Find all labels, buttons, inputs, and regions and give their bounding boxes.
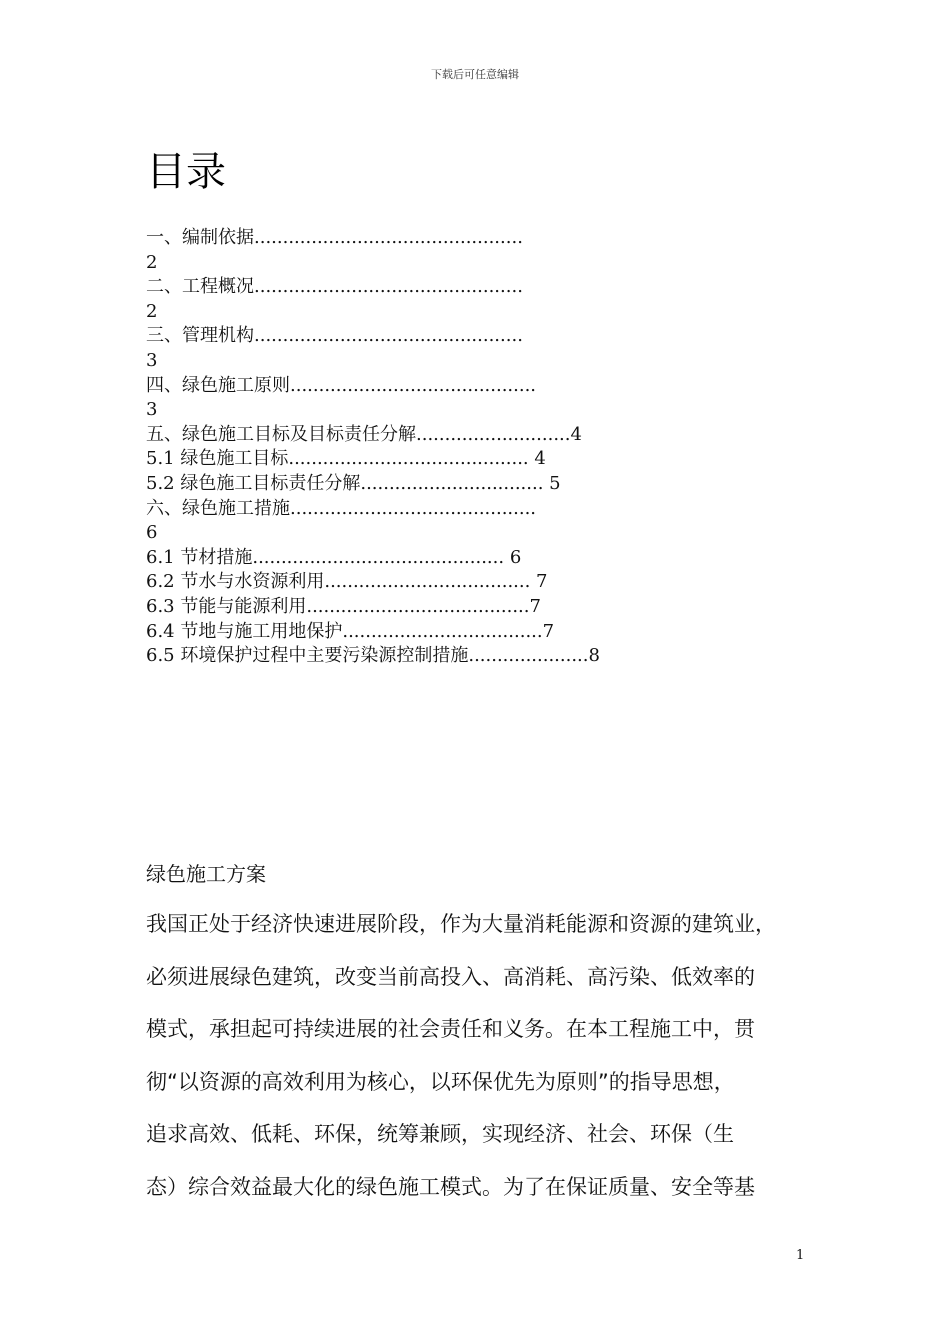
toc-line[interactable]: 一、编制依据............................................... [146, 227, 523, 248]
toc-line[interactable]: 六、绿色施工措施........................................... [146, 497, 537, 519]
toc-line[interactable]: 6.3 节能与能源利用.......................................7 [146, 595, 541, 617]
toc-line[interactable]: 2 [146, 300, 158, 322]
body-text [146, 904, 836, 1219]
toc-line[interactable]: 五、绿色施工目标及目标责任分解...........................4 [146, 423, 582, 445]
toc-line[interactable]: 6.2 节水与水资源利用.................................... 7 [146, 571, 548, 593]
table-of-contents [146, 226, 816, 669]
toc-title: 目录 [146, 149, 226, 195]
body-line: 态）综合效益最大化的绿色施工模式。为了在保证质量、安全等基 [146, 1174, 755, 1199]
toc-line[interactable]: 二、工程概况............................................... [146, 276, 523, 298]
page-number: 1 [796, 1248, 805, 1263]
toc-line[interactable]: 3 [146, 399, 158, 421]
toc-line[interactable]: 3 [146, 349, 158, 371]
body-line: 彻“以资源的高效利用为核心，以环保优先为原则”的指导思想， [146, 1069, 735, 1094]
toc-line[interactable]: 6 [146, 522, 158, 544]
toc-line[interactable]: 2 [146, 251, 158, 273]
toc-line[interactable]: 6.4 节地与施工用地保护...................................7 [146, 620, 555, 642]
toc-line[interactable]: 6.1 节材措施............................................ 6 [146, 546, 522, 568]
toc-line[interactable]: 四、绿色施工原则........................................... [146, 374, 537, 396]
toc-line[interactable]: 三、管理机构............................................... [146, 325, 523, 347]
body-line: 必须进展绿色建筑，改变当前高投入、高消耗、高污染、低效率的 [146, 964, 755, 989]
document-title: 绿色施工方案 [146, 862, 266, 886]
toc-line[interactable]: 6.5 环境保护过程中主要污染源控制措施.....................8 [146, 645, 600, 667]
body-line: 追求高效、低耗、环保，统筹兼顾，实现经济、社会、环保（生 [146, 1122, 734, 1146]
toc-line[interactable]: 5.1 绿色施工目标.......................................... 4 [146, 448, 546, 470]
body-line: 模式，承担起可持续进展的社会责任和义务。在本工程施工中，贯 [146, 1017, 755, 1041]
page-header: 下载后可任意编辑 [431, 68, 519, 81]
toc-line[interactable]: 5.2 绿色施工目标责任分解................................ 5 [146, 472, 561, 494]
body-line: 我国正处于经济快速进展阶段，作为大量消耗能源和资源的建筑业， [146, 912, 776, 936]
